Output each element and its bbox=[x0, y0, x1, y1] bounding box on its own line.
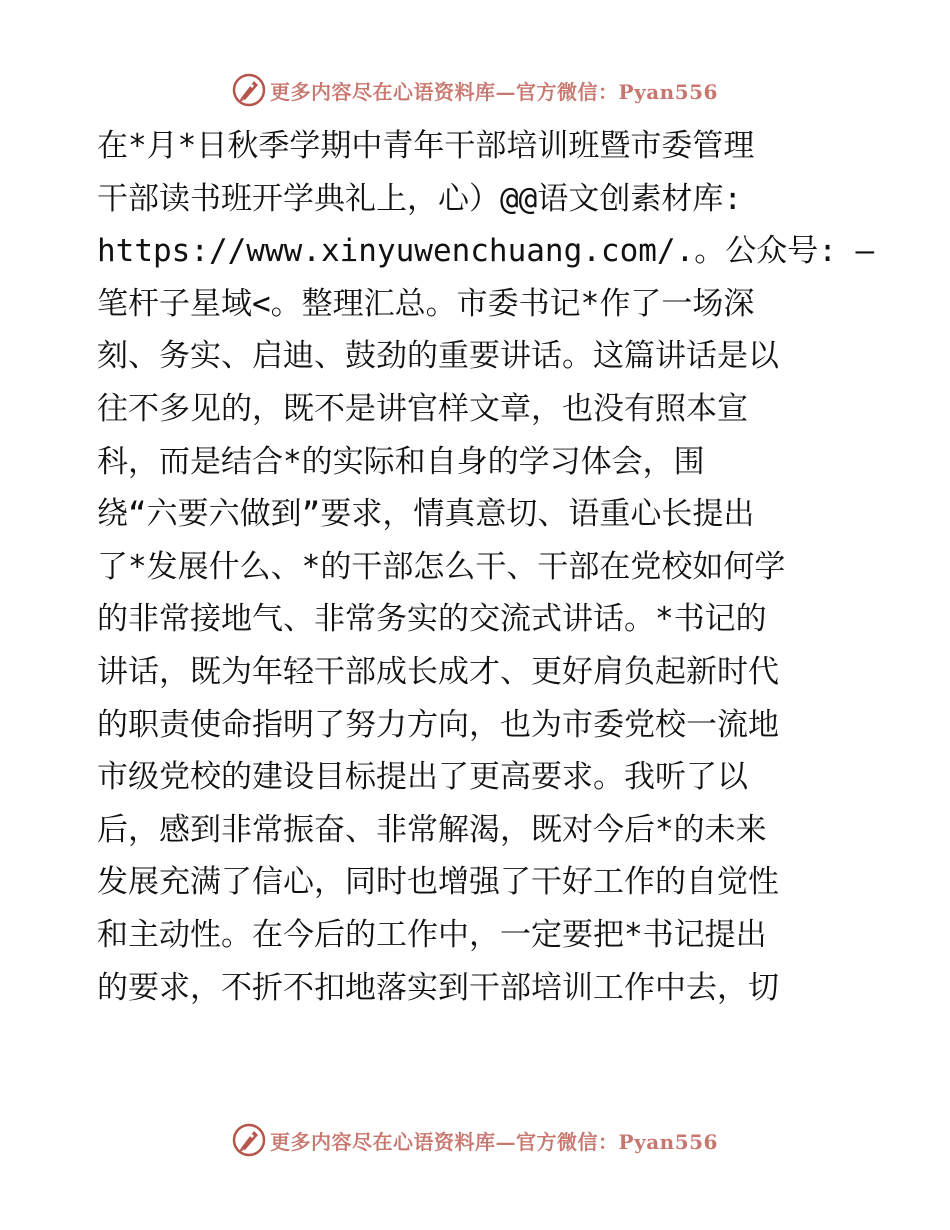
body-line: 市级党校的建设目标提出了更高要求。我听了以 bbox=[97, 759, 748, 796]
document-body bbox=[97, 120, 875, 1014]
body-line: 讲话，既为年轻干部成长成才、更好肩负起新时代 bbox=[97, 653, 779, 690]
body-line: 刻、务实、启迪、鼓劲的重要讲话。这篇讲话是以 bbox=[97, 338, 779, 375]
body-line: 发展充满了信心，同时也增强了干好工作的自觉性 bbox=[97, 864, 779, 901]
footer-banner bbox=[0, 1120, 950, 1160]
header-banner-text: 更多内容尽在心语资料库—官方微信：Pyan556 bbox=[270, 79, 718, 104]
body-line: 的要求，不折不扣地落实到干部培训工作中去，切 bbox=[97, 969, 779, 1006]
body-line: 在*月*日秋季学期中青年干部培训班暨市委管理 bbox=[97, 128, 755, 164]
body-line: 干部读书班开学典礼上，心）@@语文创素材库: bbox=[97, 180, 742, 217]
fountain-pen-logo-icon bbox=[232, 73, 266, 107]
header-banner bbox=[0, 70, 950, 110]
body-line: 往不多见的，既不是讲官样文章，也没有照本宣 bbox=[97, 390, 748, 427]
body-line: https://www.xinyuwenchuang.com/.。公众号: — bbox=[97, 233, 875, 270]
fountain-pen-logo-icon bbox=[232, 1123, 266, 1157]
body-line: 的非常接地气、非常务实的交流式讲话。*书记的 bbox=[97, 601, 767, 638]
body-line: 科，而是结合*的实际和自身的学习体会，围 bbox=[97, 443, 705, 480]
body-line: 的职责使命指明了努力方向，也为市委党校一流地 bbox=[97, 706, 779, 743]
body-line: 和主动性。在今后的工作中，一定要把*书记提出 bbox=[97, 916, 767, 953]
body-line: 笔杆子星域<。整理汇总。市委书记*作了一场深 bbox=[97, 285, 755, 322]
body-line: 后，感到非常振奋、非常解渴，既对今后*的未来 bbox=[97, 811, 767, 848]
body-line: 了*发展什么、*的干部怎么干、干部在党校如何学 bbox=[97, 548, 786, 585]
footer-banner-text: 更多内容尽在心语资料库—官方微信：Pyan556 bbox=[270, 1129, 718, 1154]
body-line: 绕“六要六做到”要求，情真意切、语重心长提出 bbox=[97, 496, 755, 533]
